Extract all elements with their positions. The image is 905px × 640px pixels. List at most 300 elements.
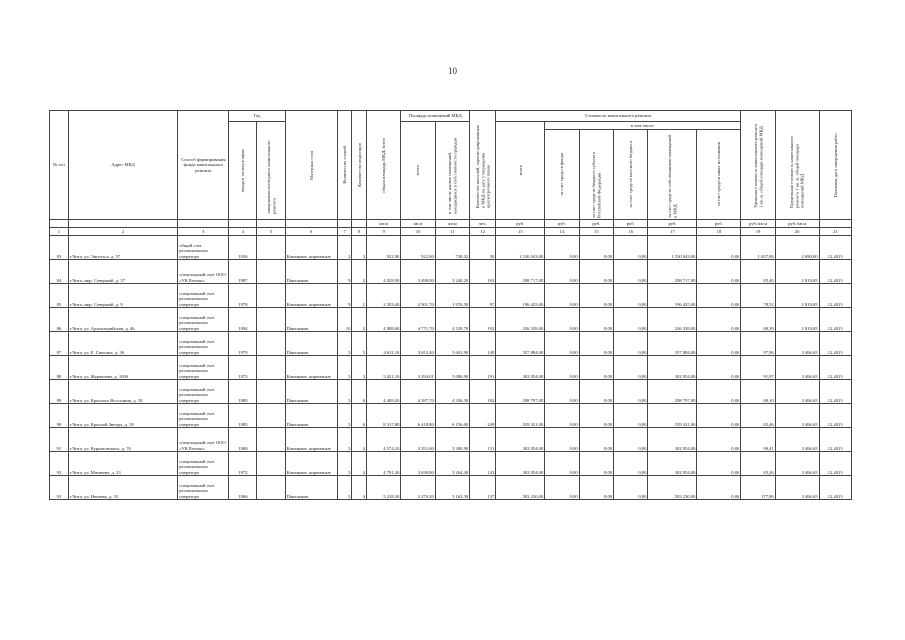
floors-cell: 5 bbox=[337, 356, 352, 380]
year-last-repair-cell bbox=[257, 332, 285, 356]
column-number-cell: 14 bbox=[545, 228, 579, 236]
cost-other-cell: 0,00 bbox=[697, 260, 741, 284]
unit-cell bbox=[352, 220, 367, 228]
floors-cell: 9 bbox=[337, 260, 352, 284]
cost-local-cell: 0,00 bbox=[614, 284, 648, 308]
column-number-cell: 20 bbox=[775, 228, 819, 236]
max-cost-cell: 3 466,65 bbox=[775, 356, 819, 380]
max-cost-cell: 3 466,65 bbox=[775, 476, 819, 500]
column-number-cell: 7 bbox=[337, 228, 352, 236]
specific-cost-cell: 83,26 bbox=[741, 452, 775, 476]
total-area-cell: 4 409,20 bbox=[366, 380, 400, 404]
page-number: 10 bbox=[448, 66, 457, 76]
cost-total-cell: 196 425,00 bbox=[496, 284, 545, 308]
header-year-group: Год bbox=[229, 111, 285, 122]
column-number-cell: 21 bbox=[819, 228, 851, 236]
method-cell: специальный счет регионального оператора bbox=[178, 452, 229, 476]
cost-fund-cell: 0,00 bbox=[545, 356, 579, 380]
specific-cost-cell: 82,46 bbox=[741, 404, 775, 428]
specific-cost-cell: 68,39 bbox=[741, 308, 775, 332]
column-number-cell: 13 bbox=[496, 228, 545, 236]
specific-cost-cell: 90,41 bbox=[741, 428, 775, 452]
cost-total-cell: 357 884,00 bbox=[496, 332, 545, 356]
max-cost-cell: 3 466,65 bbox=[775, 452, 819, 476]
repair-plan-table bbox=[49, 110, 852, 500]
year-last-repair-cell bbox=[257, 308, 285, 332]
method-cell: специальный счет ООО «УК Регион» bbox=[178, 428, 229, 452]
cost-fund-cell: 0,00 bbox=[545, 260, 579, 284]
header-specific-cost: Удельная стоимость капитального ремонта 1 кв. м. общей площади помещений МКД bbox=[752, 123, 764, 208]
unit-cell: кв.м bbox=[401, 220, 435, 228]
unit-cell: руб. bbox=[697, 220, 741, 228]
cost-total-cell: 298 717,00 bbox=[496, 260, 545, 284]
year-commission-cell: 1972 bbox=[229, 452, 257, 476]
method-cell: специальный счет регионального оператора bbox=[178, 308, 229, 332]
floors-cell: 5 bbox=[337, 332, 352, 356]
wall-material-cell: Панельные bbox=[285, 308, 337, 332]
header-cost-local: за счет средств местного бюджета bbox=[628, 141, 634, 208]
method-cell: специальный счет регионального оператора bbox=[178, 356, 229, 380]
unit-cell: руб./кв.м bbox=[741, 220, 775, 228]
area-total-cell: 2 501,70 bbox=[401, 284, 435, 308]
max-cost-cell: 2 690,00 bbox=[775, 236, 819, 260]
max-cost-cell: 3 466,65 bbox=[775, 332, 819, 356]
year-last-repair-cell bbox=[257, 236, 285, 260]
entrances-cell: 1 bbox=[352, 284, 367, 308]
cost-owners-cell: 326 339,00 bbox=[648, 308, 697, 332]
total-area-cell: 4 574,10 bbox=[366, 428, 400, 452]
address-cell: г.Чита, мкр. Северный, д. 9 bbox=[68, 284, 177, 308]
header-area-residential: в том числе жилых помещений, находящихся в собственности граждан bbox=[447, 137, 458, 214]
column-number-cell: 12 bbox=[470, 228, 496, 236]
floors-cell: 5 bbox=[337, 476, 352, 500]
row-number: 84 bbox=[50, 260, 69, 284]
cost-other-cell: 0,00 bbox=[697, 476, 741, 500]
residents-cell: 137 bbox=[470, 476, 496, 500]
area-residential-cell: 738,32 bbox=[435, 236, 469, 260]
cost-other-cell: 0,00 bbox=[697, 380, 741, 404]
residents-cell: 163 bbox=[470, 260, 496, 284]
unit-cell: руб. bbox=[579, 220, 613, 228]
address-cell: г.Чита, ул. Е. Гаюсана, д. 36 bbox=[68, 332, 177, 356]
column-numbers-row bbox=[50, 228, 852, 236]
specific-cost-cell: 78,52 bbox=[741, 284, 775, 308]
header-method: Способ формирования фонда капитального ремонта bbox=[178, 111, 229, 220]
wall-material-cell: Панельные bbox=[285, 476, 337, 500]
entrances-cell: 4 bbox=[352, 476, 367, 500]
cost-subject-cell: 0,00 bbox=[579, 476, 613, 500]
total-area-cell: 4 611,10 bbox=[366, 332, 400, 356]
planned-date-cell: 12.2015 bbox=[819, 236, 851, 260]
unit-cell: руб./кв.м bbox=[775, 220, 819, 228]
column-number-cell: 3 bbox=[178, 228, 229, 236]
cost-local-cell: 0,00 bbox=[614, 236, 648, 260]
max-cost-cell: 2 819,05 bbox=[775, 308, 819, 332]
planned-date-cell: 12.2015 bbox=[819, 428, 851, 452]
table-row bbox=[50, 308, 852, 332]
floors-cell: 2 bbox=[337, 236, 352, 260]
specific-cost-cell: 177,86 bbox=[741, 476, 775, 500]
cost-subject-cell: 0,00 bbox=[579, 284, 613, 308]
column-number-cell: 19 bbox=[741, 228, 775, 236]
planned-date-cell: 12.2015 bbox=[819, 380, 851, 404]
cost-total-cell: 302 954,00 bbox=[496, 428, 545, 452]
header-year-commission: ввода в эксплуатацию bbox=[240, 149, 246, 192]
unit-cell bbox=[819, 220, 851, 228]
floors-cell: 9 bbox=[337, 284, 352, 308]
column-number-cell: 5 bbox=[257, 228, 285, 236]
table-row bbox=[50, 260, 852, 284]
wall-material-cell: Каменные, кирпичные bbox=[285, 284, 337, 308]
cost-local-cell: 0,00 bbox=[614, 260, 648, 284]
year-commission-cell: 1968 bbox=[229, 428, 257, 452]
year-last-repair-cell bbox=[257, 356, 285, 380]
header-cost-other: за счет средств иных источников bbox=[716, 142, 722, 207]
cost-total-cell: 529 321,00 bbox=[496, 404, 545, 428]
method-cell: специальный счет ООО «УК Регион» bbox=[178, 260, 229, 284]
unit-cell: кв.м bbox=[366, 220, 400, 228]
header-floors: Количество этажей bbox=[341, 146, 347, 184]
entrances-cell: 4 bbox=[352, 452, 367, 476]
area-residential-cell: 3 300,90 bbox=[435, 428, 469, 452]
area-residential-cell: 3 264,40 bbox=[435, 452, 469, 476]
year-commission-cell: 1973 bbox=[229, 356, 257, 380]
total-area-cell: 4 908,60 bbox=[366, 308, 400, 332]
address-cell: г.Чита, ул. Журавлева, д. 100б bbox=[68, 356, 177, 380]
entrances-cell: 4 bbox=[352, 428, 367, 452]
address-cell: г.Чита, ул. Красной Звезды, д. 39 bbox=[68, 404, 177, 428]
cost-fund-cell: 0,00 bbox=[545, 332, 579, 356]
total-area-cell: 4 791,20 bbox=[366, 452, 400, 476]
method-cell: общий счет регионального оператора bbox=[178, 236, 229, 260]
entrances-cell: 3 bbox=[352, 236, 367, 260]
entrances-cell: 3 bbox=[352, 356, 367, 380]
year-commission-cell: 1994 bbox=[229, 308, 257, 332]
area-residential-cell: 4 529,70 bbox=[435, 308, 469, 332]
header-address: Адрес МКД bbox=[68, 111, 177, 220]
header-area-total: всего bbox=[415, 165, 421, 176]
header-cost-subject: за счет средств бюджета субъекта Российской Федерации bbox=[591, 151, 602, 218]
specific-cost-cell: 1 657,86 bbox=[741, 236, 775, 260]
cost-local-cell: 0,00 bbox=[614, 380, 648, 404]
total-area-cell: 2 503,40 bbox=[366, 284, 400, 308]
column-number-cell: 2 bbox=[68, 228, 177, 236]
max-cost-cell: 3 466,65 bbox=[775, 380, 819, 404]
area-total-cell: 4 387,70 bbox=[401, 380, 435, 404]
cost-fund-cell: 0,00 bbox=[545, 452, 579, 476]
planned-date-cell: 12.2015 bbox=[819, 356, 851, 380]
area-residential-cell: 1 976,50 bbox=[435, 284, 469, 308]
year-commission-cell: 1936 bbox=[229, 236, 257, 260]
entrances-cell: 2 bbox=[352, 308, 367, 332]
specific-cost-cell: 97,96 bbox=[741, 332, 775, 356]
max-cost-cell: 3 466,65 bbox=[775, 404, 819, 428]
cost-owners-cell: 298 717,00 bbox=[648, 260, 697, 284]
table-row bbox=[50, 404, 852, 428]
table-row bbox=[50, 236, 852, 260]
address-cell: г.Чита, ул. Красного Восстания, д. 18 bbox=[68, 380, 177, 404]
entrances-cell: 5 bbox=[352, 332, 367, 356]
header-including: в том числе: bbox=[545, 122, 741, 130]
area-total-cell: 3 653,40 bbox=[401, 332, 435, 356]
area-residential-cell: 3 086,90 bbox=[435, 356, 469, 380]
cost-owners-cell: 302 954,00 bbox=[648, 356, 697, 380]
area-total-cell: 3 351,00 bbox=[401, 428, 435, 452]
cost-local-cell: 0,00 bbox=[614, 428, 648, 452]
year-commission-cell: 1966 bbox=[229, 476, 257, 500]
header-num: № п/п bbox=[50, 111, 69, 220]
header-cost-fund: за счет средств фонда bbox=[559, 153, 565, 196]
row-number: 86 bbox=[50, 308, 69, 332]
year-last-repair-cell bbox=[257, 284, 285, 308]
header-year-last-repair: завершения последнего капитального ремонта bbox=[265, 139, 277, 214]
cost-total-cell: 1 530 043,00 bbox=[496, 236, 545, 260]
wall-material-cell: Каменные, кирпичные bbox=[285, 428, 337, 452]
unit-cell: руб. bbox=[496, 220, 545, 228]
residents-cell: 182 bbox=[470, 380, 496, 404]
row-number: 85 bbox=[50, 284, 69, 308]
residents-cell: 249 bbox=[470, 404, 496, 428]
cost-fund-cell: 0,00 bbox=[545, 308, 579, 332]
table-row bbox=[50, 476, 852, 500]
residents-cell: 131 bbox=[470, 428, 496, 452]
year-last-repair-cell bbox=[257, 428, 285, 452]
max-cost-cell: 2 819,05 bbox=[775, 284, 819, 308]
unit-cell: руб. bbox=[648, 220, 697, 228]
total-area-cell: 5 021,10 bbox=[366, 356, 400, 380]
cost-local-cell: 0,00 bbox=[614, 476, 648, 500]
cost-owners-cell: 583 230,00 bbox=[648, 476, 697, 500]
table-row bbox=[50, 452, 852, 476]
floors-cell: 5 bbox=[337, 452, 352, 476]
residents-cell: 149 bbox=[470, 332, 496, 356]
address-cell: г.Чита, ул. Энгельса, д. 57 bbox=[68, 236, 177, 260]
address-cell: г.Чита, мкр. Северный, д. 37 bbox=[68, 260, 177, 284]
cost-other-cell: 0,00 bbox=[697, 308, 741, 332]
column-number-cell: 8 bbox=[352, 228, 367, 236]
cost-owners-cell: 1 530 043,00 bbox=[648, 236, 697, 260]
row-number: 90 bbox=[50, 404, 69, 428]
year-last-repair-cell bbox=[257, 260, 285, 284]
cost-subject-cell: 0,00 bbox=[579, 332, 613, 356]
unit-cell: кв.м bbox=[435, 220, 469, 228]
cost-local-cell: 0,00 bbox=[614, 308, 648, 332]
row-number: 88 bbox=[50, 356, 69, 380]
cost-owners-cell: 302 954,00 bbox=[648, 428, 697, 452]
cost-other-cell: 0,00 bbox=[697, 236, 741, 260]
cost-subject-cell: 0,00 bbox=[579, 356, 613, 380]
column-number-cell: 17 bbox=[648, 228, 697, 236]
cost-subject-cell: 0,00 bbox=[579, 404, 613, 428]
cost-owners-cell: 196 425,00 bbox=[648, 284, 697, 308]
method-cell: специальный счет регионального оператора bbox=[178, 476, 229, 500]
wall-material-cell: Панельные bbox=[285, 332, 337, 356]
units-row bbox=[50, 220, 852, 228]
column-number-cell: 16 bbox=[614, 228, 648, 236]
cost-other-cell: 0,00 bbox=[697, 356, 741, 380]
cost-total-cell: 298 797,00 bbox=[496, 380, 545, 404]
unit-cell bbox=[68, 220, 177, 228]
entrances-cell: 6 bbox=[352, 380, 367, 404]
cost-other-cell: 0,00 bbox=[697, 332, 741, 356]
max-cost-cell: 2 819,05 bbox=[775, 260, 819, 284]
address-cell: г.Чита, ул. Артиллерийская, д. 46 bbox=[68, 308, 177, 332]
row-number: 83 bbox=[50, 236, 69, 260]
table-row bbox=[50, 332, 852, 356]
table-row bbox=[50, 356, 852, 380]
cost-other-cell: 0,00 bbox=[697, 452, 741, 476]
area-residential-cell: 6 156,60 bbox=[435, 404, 469, 428]
method-cell: специальный счет регионального оператора bbox=[178, 380, 229, 404]
planned-date-cell: 12.2015 bbox=[819, 284, 851, 308]
cost-subject-cell: 0,00 bbox=[579, 260, 613, 284]
cost-fund-cell: 0,00 bbox=[545, 476, 579, 500]
planned-date-cell: 12.2015 bbox=[819, 476, 851, 500]
cost-total-cell: 326 339,00 bbox=[496, 308, 545, 332]
specific-cost-cell: 85,40 bbox=[741, 260, 775, 284]
cost-subject-cell: 0,00 bbox=[579, 452, 613, 476]
area-total-cell: 6 418,80 bbox=[401, 404, 435, 428]
year-last-repair-cell bbox=[257, 476, 285, 500]
total-area-cell: 5 218,30 bbox=[366, 476, 400, 500]
cost-subject-cell: 0,00 bbox=[579, 236, 613, 260]
area-residential-cell: 3 240,20 bbox=[435, 260, 469, 284]
unit-cell bbox=[337, 220, 352, 228]
cost-local-cell: 0,00 bbox=[614, 452, 648, 476]
wall-material-cell: Каменные, кирпичные bbox=[285, 452, 337, 476]
year-last-repair-cell bbox=[257, 380, 285, 404]
residents-cell: 143 bbox=[470, 452, 496, 476]
cost-fund-cell: 0,00 bbox=[545, 284, 579, 308]
header-entrances: Количество подъездов bbox=[356, 143, 362, 187]
method-cell: специальный счет регионального оператора bbox=[178, 404, 229, 428]
cost-total-cell: 302 954,00 bbox=[496, 356, 545, 380]
area-residential-cell: 4 336,30 bbox=[435, 380, 469, 404]
row-number: 89 bbox=[50, 380, 69, 404]
table-row bbox=[50, 428, 852, 452]
header-planned-date: Плановая дата завершения работ bbox=[832, 132, 838, 198]
unit-cell: руб. bbox=[545, 220, 579, 228]
cost-total-cell: 302 954,00 bbox=[496, 452, 545, 476]
planned-date-cell: 12.2015 bbox=[819, 260, 851, 284]
area-total-cell: 3 279,20 bbox=[401, 476, 435, 500]
row-number: 91 bbox=[50, 428, 69, 452]
table-row bbox=[50, 380, 852, 404]
area-total-cell: 3 638,80 bbox=[401, 452, 435, 476]
cost-owners-cell: 298 797,00 bbox=[648, 380, 697, 404]
planned-date-cell: 12.2015 bbox=[819, 332, 851, 356]
cost-other-cell: 0,00 bbox=[697, 284, 741, 308]
wall-material-cell: Каменные, кирпичные bbox=[285, 236, 337, 260]
total-area-cell: 8 317,80 bbox=[366, 404, 400, 428]
header-cost-group: Стоимость капитального ремонта bbox=[496, 111, 741, 122]
area-total-cell: 922,90 bbox=[401, 236, 435, 260]
header-cost-owners: за счет средств собственников помещений в МКД bbox=[667, 134, 678, 218]
wall-material-cell: Панельные bbox=[285, 260, 337, 284]
area-total-cell: 4 771,70 bbox=[401, 308, 435, 332]
year-commission-cell: 1987 bbox=[229, 260, 257, 284]
residents-cell: 97 bbox=[470, 284, 496, 308]
cost-fund-cell: 0,00 bbox=[545, 428, 579, 452]
cost-subject-cell: 0,00 bbox=[579, 308, 613, 332]
year-commission-cell: 1980 bbox=[229, 380, 257, 404]
cost-subject-cell: 0,00 bbox=[579, 428, 613, 452]
header-cost-total: всего bbox=[517, 165, 523, 176]
total-area-cell: 4 028,90 bbox=[366, 260, 400, 284]
cost-other-cell: 0,00 bbox=[697, 404, 741, 428]
cost-owners-cell: 302 954,00 bbox=[648, 452, 697, 476]
residents-cell: 30 bbox=[470, 236, 496, 260]
cost-fund-cell: 0,00 bbox=[545, 404, 579, 428]
year-last-repair-cell bbox=[257, 452, 285, 476]
unit-cell bbox=[229, 220, 257, 228]
column-number-cell: 9 bbox=[366, 228, 400, 236]
floors-cell: 10 bbox=[337, 308, 352, 332]
column-number-cell: 11 bbox=[435, 228, 469, 236]
unit-cell: чел. bbox=[470, 220, 496, 228]
floors-cell: 5 bbox=[337, 404, 352, 428]
address-cell: г.Чита, ул. Нечаева, д. 33 bbox=[68, 476, 177, 500]
residents-cell: 191 bbox=[470, 356, 496, 380]
cost-owners-cell: 529 321,00 bbox=[648, 404, 697, 428]
max-cost-cell: 3 466,65 bbox=[775, 428, 819, 452]
unit-cell bbox=[50, 220, 69, 228]
residents-cell: 192 bbox=[470, 308, 496, 332]
year-commission-cell: 1985 bbox=[229, 404, 257, 428]
column-number-cell: 15 bbox=[579, 228, 613, 236]
specific-cost-cell: 68,10 bbox=[741, 380, 775, 404]
cost-local-cell: 0,00 bbox=[614, 356, 648, 380]
column-number-cell: 4 bbox=[229, 228, 257, 236]
entrances-cell: 6 bbox=[352, 404, 367, 428]
address-cell: г.Чита, ул. Матвеева, д. 23 bbox=[68, 452, 177, 476]
cost-fund-cell: 0,00 bbox=[545, 236, 579, 260]
specific-cost-cell: 91,97 bbox=[741, 356, 775, 380]
column-number-cell: 1 bbox=[50, 228, 69, 236]
unit-cell bbox=[257, 220, 285, 228]
wall-material-cell: Панельные bbox=[285, 380, 337, 404]
address-cell: г.Чита, ул. Курнатовского, д. 76 bbox=[68, 428, 177, 452]
header-area-group: Площадь помещений МКД bbox=[401, 111, 470, 122]
method-cell: специальный счет регионального оператора bbox=[178, 332, 229, 356]
wall-material-cell: Каменные, кирпичные bbox=[285, 356, 337, 380]
planned-date-cell: 12.2015 bbox=[819, 308, 851, 332]
cost-fund-cell: 0,00 bbox=[545, 380, 579, 404]
year-commission-cell: 1979 bbox=[229, 332, 257, 356]
header-max-cost: Предельная стоимость капитального ремонта 1 кв. м. общей площади помещений МКД bbox=[789, 136, 805, 208]
column-number-cell: 10 bbox=[401, 228, 435, 236]
cost-owners-cell: 357 884,00 bbox=[648, 332, 697, 356]
unit-cell bbox=[285, 220, 337, 228]
area-total-cell: 3 498,00 bbox=[401, 260, 435, 284]
column-number-cell: 18 bbox=[697, 228, 741, 236]
cost-local-cell: 0,00 bbox=[614, 332, 648, 356]
header-wall-material: Материал стен bbox=[308, 150, 314, 180]
floors-cell: 5 bbox=[337, 380, 352, 404]
cost-subject-cell: 0,00 bbox=[579, 380, 613, 404]
unit-cell: руб. bbox=[614, 220, 648, 228]
row-number: 92 bbox=[50, 452, 69, 476]
row-number: 87 bbox=[50, 332, 69, 356]
floors-cell: 5 bbox=[337, 428, 352, 452]
wall-material-cell: Панельные bbox=[285, 404, 337, 428]
unit-cell bbox=[178, 220, 229, 228]
cost-other-cell: 0,00 bbox=[697, 428, 741, 452]
cost-local-cell: 0,00 bbox=[614, 404, 648, 428]
year-commission-cell: 1978 bbox=[229, 284, 257, 308]
area-residential-cell: 3 601,90 bbox=[435, 332, 469, 356]
planned-date-cell: 12.2015 bbox=[819, 404, 851, 428]
